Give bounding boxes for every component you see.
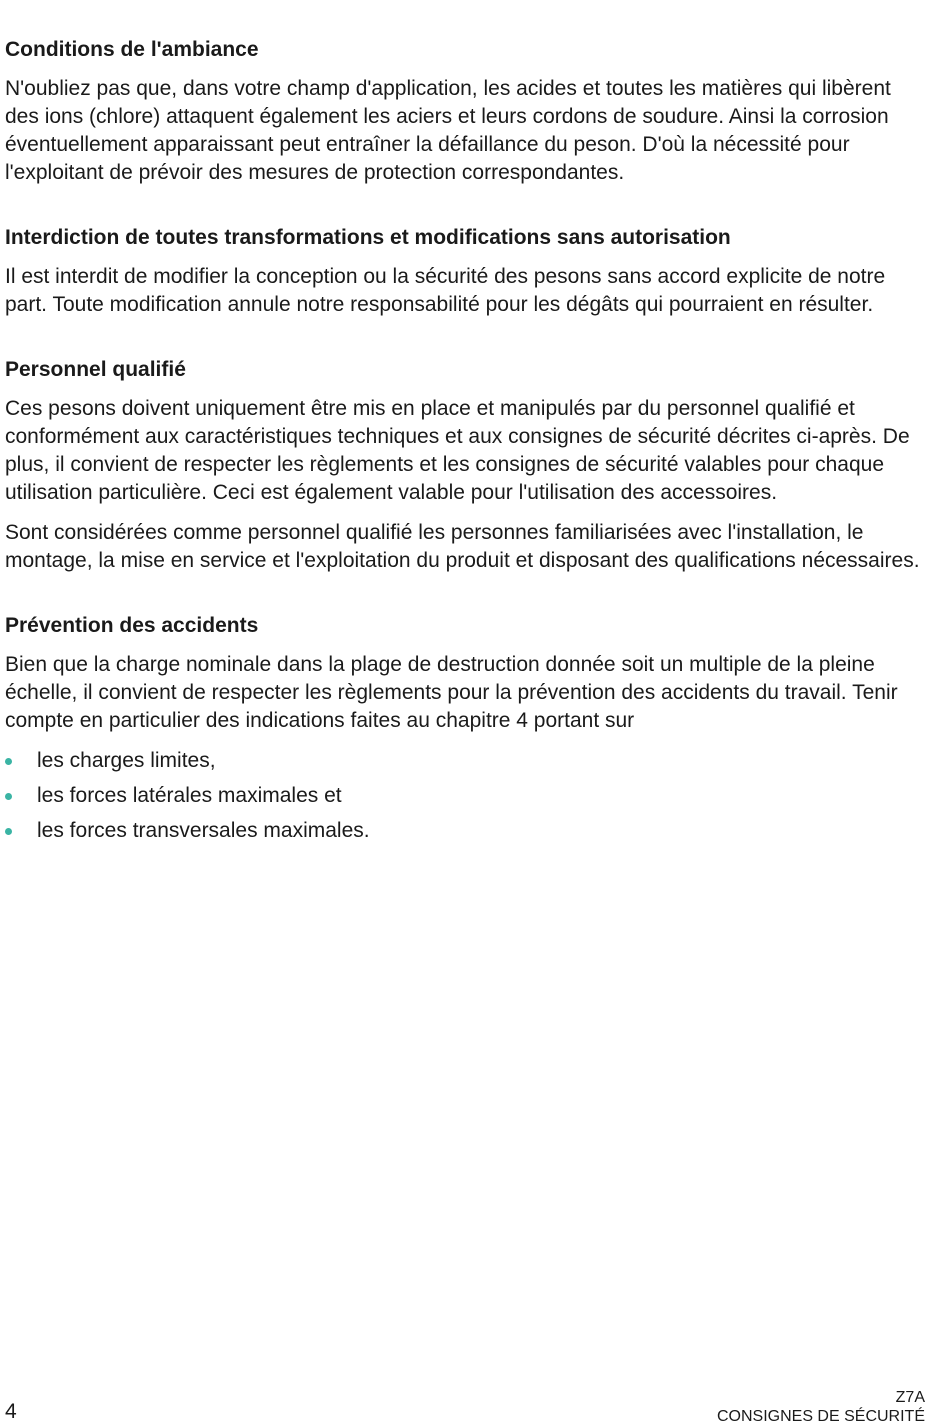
- section-accident-prevention: [5, 612, 930, 845]
- section-heading: Conditions de l'ambiance: [5, 38, 259, 61]
- page-number: 4: [5, 1400, 17, 1423]
- section-paragraph: Ces pesons doivent uniquement être mis en place et manipulés par du personnel qualifié et conformément aux caractéristiques techniques et aux consignes de sécurité décrites ci-après. De plus, il convient de respecter les règlements et les consignes de sécurité valables pour chaque utilisation particulière. Ceci est également valable pour l'utilisation des accessoires.: [5, 397, 910, 504]
- document-body: [5, 36, 930, 882]
- bullet-list: [5, 747, 930, 845]
- section-paragraph: N'oubliez pas que, dans votre champ d'application, les acides et toutes les matières qui libèrent des ions (chlore) attaquent également les aciers et leurs cordons de soudure. Ainsi la corrosion éventuellement apparaissant peut entraîner la défaillance du peson. D'où la nécessité pour l'exploitant de prévoir des mesures de protection correspondantes.: [5, 77, 891, 184]
- section-modification-ban: [5, 224, 930, 319]
- list-item-text: les forces transversales maximales.: [37, 819, 370, 842]
- list-item-text: les charges limites,: [37, 749, 216, 772]
- footer-running-header: [717, 1388, 925, 1426]
- list-item: [5, 782, 930, 810]
- section-heading: Interdiction de toutes transformations et modifications sans autorisation: [5, 226, 731, 249]
- footer-product: Z7A: [895, 1389, 925, 1406]
- list-item: [5, 817, 930, 845]
- bullet-icon: [5, 828, 12, 835]
- bullet-icon: [5, 793, 12, 800]
- footer-chapter: CONSIGNES DE SÉCURITÉ: [716, 1408, 925, 1425]
- section-heading: Prévention des accidents: [5, 614, 259, 637]
- section-paragraph: Il est interdit de modifier la conception ou la sécurité des pesons sans accord explicite de notre part. Toute modification annule notre responsabilité pour les dégâts qui pourraient en résulter.: [5, 265, 886, 316]
- section-qualified-personnel: [5, 356, 930, 575]
- list-item: [5, 747, 930, 775]
- section-heading: Personnel qualifié: [5, 358, 186, 381]
- list-item-text: les forces latérales maximales et: [37, 784, 342, 807]
- section-paragraph: Bien que la charge nominale dans la plage de destruction donnée soit un multiple de la pleine échelle, il convient de respecter les règlements pour la prévention des accidents du travail. Tenir compte en particulier des indications faites au chapitre 4 portant sur: [5, 653, 898, 732]
- bullet-icon: [5, 758, 12, 765]
- section-ambient-conditions: [5, 36, 930, 187]
- section-paragraph: Sont considérées comme personnel qualifié les personnes familiarisées avec l'installation, le montage, la mise en service et l'exploitation du produit et disposant des qualifications nécessaires.: [5, 521, 920, 572]
